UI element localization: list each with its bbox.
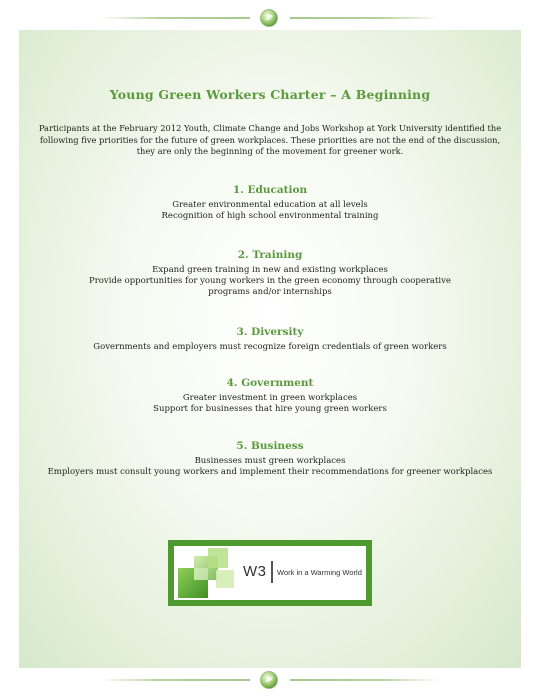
ornament-line-left	[100, 17, 250, 19]
bottom-ornament	[0, 668, 541, 692]
intro-line: they are only the beginning of the movement for greener work.	[136, 146, 404, 156]
logo-separator	[271, 561, 273, 583]
section-heading-business: 5. Business	[236, 440, 304, 452]
ornament-line-right	[290, 679, 440, 681]
logo-mark: W3	[243, 563, 267, 580]
top-ornament	[0, 6, 541, 30]
section-line: Greater investment in green workplaces	[182, 393, 358, 403]
section-line: Support for businesses that hire young green workers	[153, 404, 387, 414]
section-line: Governments and employers must recognize foreign credentials of green workers	[93, 342, 447, 352]
section-line: Greater environmental education at all levels	[172, 200, 368, 210]
intro-line: Participants at the February 2012 Youth, Climate Change and Jobs Workshop at York University identified the	[38, 123, 502, 133]
intro-paragraph	[25, 123, 515, 158]
section-heading-training: 2. Training	[237, 249, 303, 261]
section-body-training	[19, 265, 521, 298]
section-heading-education: 1. Education	[232, 184, 308, 196]
ornament-line-left	[100, 679, 250, 681]
section-line: Recognition of high school environmental training	[161, 211, 379, 221]
leaf-gem-icon	[259, 8, 279, 28]
logo-tagline: Work in a Warming World	[277, 568, 362, 577]
section-line: Expand green training in new and existing workplaces	[152, 265, 388, 275]
section-body-government	[19, 393, 521, 415]
section-line: Provide opportunities for young workers in the green economy through cooperative	[89, 276, 451, 286]
leaf-gem-icon	[259, 670, 279, 690]
section-body-diversity	[19, 342, 521, 353]
section-line: Businesses must green workplaces	[194, 456, 346, 466]
page-title: Young Green Workers Charter – A Beginning	[109, 87, 431, 102]
section-heading-government: 4. Government	[226, 377, 314, 389]
green-squares-icon	[176, 546, 240, 600]
ornament-line-right	[290, 17, 440, 19]
logo-inner	[174, 546, 366, 600]
w3-logo	[168, 540, 372, 606]
section-line: programs and/or internships	[208, 287, 332, 297]
intro-line: following five priorities for the future of green workplaces. These priorities are not the end of the discussion,	[39, 134, 501, 145]
section-line: Employers must consult young workers and implement their recommendations for greener workplaces	[47, 467, 493, 477]
section-body-business	[19, 456, 521, 478]
section-body-education	[19, 200, 521, 222]
section-heading-diversity: 3. Diversity	[236, 326, 304, 338]
